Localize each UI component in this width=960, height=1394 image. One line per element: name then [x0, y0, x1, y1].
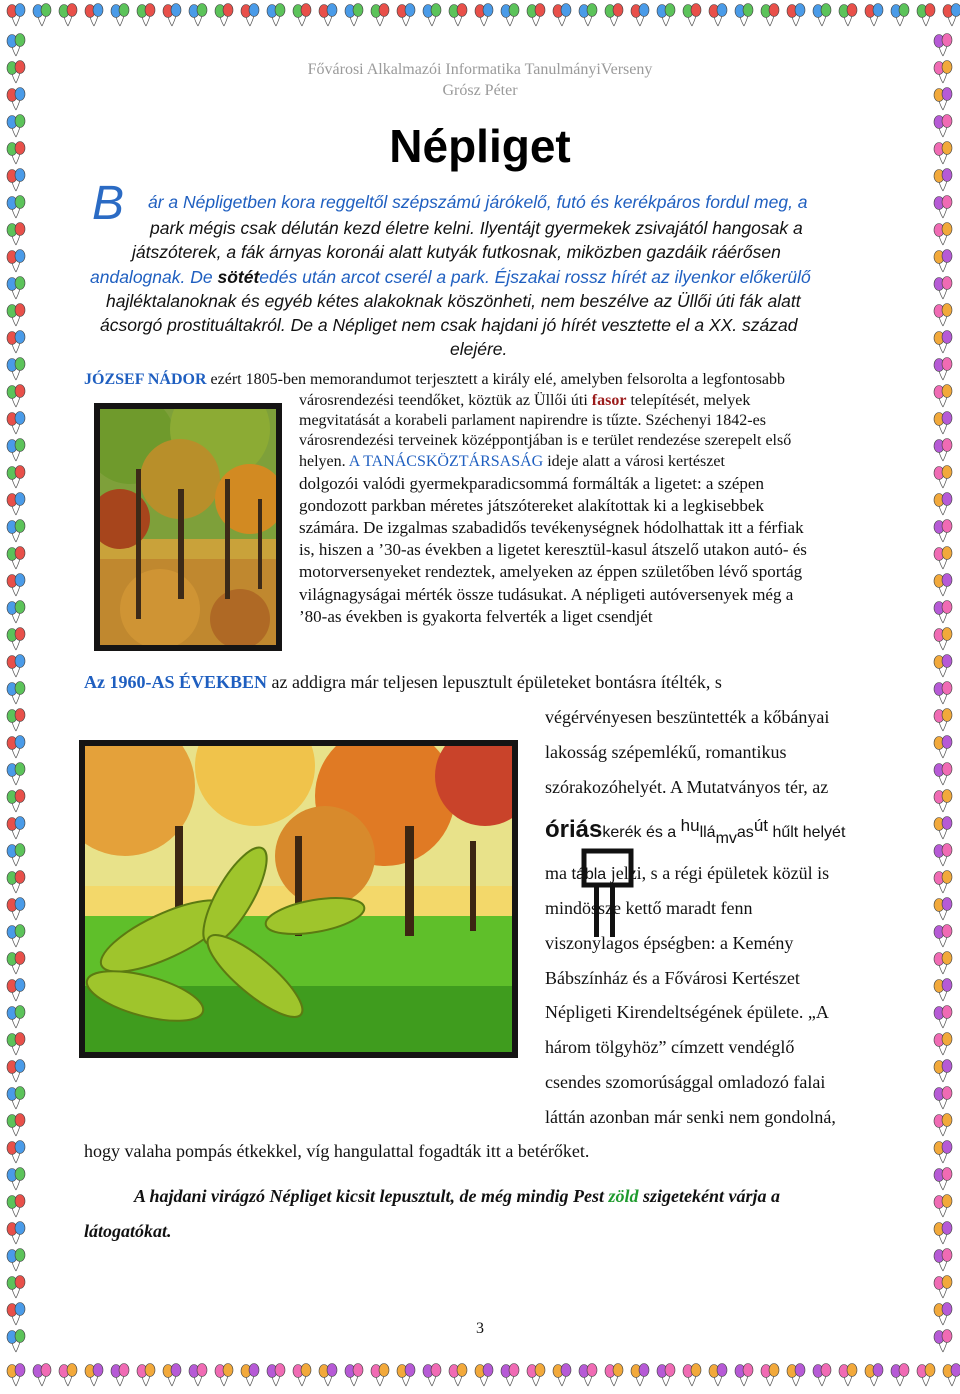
intro-line-1: ár a Népligetben kora reggeltől szépszámú járókelő, futó és kerékpáros fordul meg, a: [148, 192, 808, 212]
header-author: Grósz Péter: [442, 82, 518, 99]
balloon-icon: [579, 4, 597, 27]
balloon-icon: [7, 628, 25, 651]
page-title: Népliget: [389, 120, 571, 172]
balloon-icon: [7, 763, 25, 786]
balloon-border-top: [0, 0, 960, 34]
balloon-icon: [631, 4, 649, 27]
balloon-icon: [553, 4, 571, 27]
balloon-icon: [934, 871, 952, 894]
balloon-icon: [934, 412, 952, 435]
p2-line-10: Népligeti Kirendeltségének épülete. „A: [545, 1002, 829, 1022]
balloon-icon: [934, 574, 952, 597]
balloon-icon: [7, 1276, 25, 1299]
p1-line-9: is, hiszen a ’30-as években a ligetet keresztül-kasul átszelő utakon autó- és: [299, 540, 807, 559]
balloon-icon: [33, 1364, 51, 1387]
balloon-icon: [423, 4, 441, 27]
balloon-icon: [189, 1364, 207, 1387]
closing-line-2: látogatókat.: [84, 1221, 172, 1241]
balloon-icon: [934, 277, 952, 300]
balloon-icon: [189, 4, 207, 27]
balloon-icon: [7, 331, 25, 354]
balloon-icon: [865, 1364, 883, 1387]
balloon-icon: [7, 250, 25, 273]
balloon-icon: [7, 277, 25, 300]
p1-line-3: megvitatását a korabeli parlament napirendre is tűzte. Széchenyi 1842-es: [299, 412, 766, 429]
balloon-icon: [934, 34, 952, 57]
balloon-icon: [241, 4, 259, 27]
balloon-icon: [7, 709, 25, 732]
balloon-icon: [934, 1168, 952, 1191]
balloon-icon: [934, 1033, 952, 1056]
balloon-icon: [7, 358, 25, 381]
p1-line-7: gondozott parkban méretes játszótereket alakítottak ki a legkisebbek: [299, 496, 764, 515]
closing-line-1: A hajdani virágzó Népliget kicsit lepusztult, de még mindig Pest zöld szigeteként várja a: [134, 1186, 781, 1206]
balloon-icon: [7, 871, 25, 894]
balloon-icon: [345, 1364, 363, 1387]
balloon-icon: [7, 385, 25, 408]
p1-line-6: dolgozói valódi gyermekparadicsommá formálták a ligetet: a szépen: [299, 474, 764, 493]
balloon-icon: [761, 4, 779, 27]
balloon-icon: [137, 1364, 155, 1387]
balloon-icon: [553, 1364, 571, 1387]
balloon-border-left: [0, 0, 34, 1394]
balloon-icon: [934, 655, 952, 678]
balloon-icon: [787, 1364, 805, 1387]
balloon-icon: [7, 952, 25, 975]
p1-line-2: városrendezési teendőket, köztük az Üllői úti fasor telepítését, melyek: [299, 392, 751, 409]
balloon-icon: [7, 1168, 25, 1191]
balloon-icon: [934, 223, 952, 246]
balloon-icon: [813, 4, 831, 27]
balloon-icon: [85, 4, 103, 27]
balloon-icon: [7, 1195, 25, 1218]
balloon-icon: [423, 1364, 441, 1387]
balloon-icon: [934, 385, 952, 408]
balloon-icon: [449, 1364, 467, 1387]
balloon-icon: [934, 547, 952, 570]
balloon-icon: [891, 1364, 909, 1387]
balloon-icon: [934, 817, 952, 840]
header-competition: Fővárosi Alkalmazói Informatika TanulmányiVerseny: [307, 61, 653, 78]
p2-line-12: csendes szomorúsággal omladozó falai: [545, 1072, 826, 1092]
balloon-icon: [934, 763, 952, 786]
balloon-icon: [934, 1141, 952, 1164]
balloon-icon: [7, 1006, 25, 1029]
balloon-icon: [7, 844, 25, 867]
balloon-icon: [7, 736, 25, 759]
p1-line-5: helyen. A TANÁCSKÖZTÁRSASÁG ideje alatt a városi kertészet: [299, 453, 725, 470]
intro-line-7: elejére.: [450, 339, 508, 359]
balloon-icon: [527, 1364, 545, 1387]
p2-line-6: ma tábla jelzi, s a régi épületek közül is: [545, 863, 830, 883]
p1-line-8: számára. De izgalmas szabadidős tevékenységnek hódolhattak itt a férfiak: [299, 518, 804, 537]
balloon-icon: [934, 358, 952, 381]
balloon-icon: [267, 1364, 285, 1387]
balloon-icon: [605, 1364, 623, 1387]
balloon-icon: [934, 493, 952, 516]
balloon-icon: [7, 1087, 25, 1110]
p1-line-11: világnagyságai mérték össze tudásukat. A népligeti autóversenyek még a: [299, 585, 794, 604]
balloon-icon: [683, 1364, 701, 1387]
balloon-icon: [7, 223, 25, 246]
balloon-icon: [934, 439, 952, 462]
balloon-icon: [215, 4, 233, 27]
p2-line-13: láttán azonban már senki nem gondolná,: [545, 1107, 836, 1127]
balloon-icon: [934, 682, 952, 705]
balloon-icon: [111, 1364, 129, 1387]
balloon-icon: [137, 4, 155, 27]
p2-line-11: három tölgyhöz” címzett vendéglő: [545, 1037, 795, 1057]
balloon-border-right: [926, 0, 960, 1394]
balloon-icon: [787, 4, 805, 27]
balloon-icon: [397, 1364, 415, 1387]
balloon-icon: [735, 4, 753, 27]
p2-line-3: lakosság szépemlékű, romantikus: [545, 742, 787, 762]
balloon-icon: [501, 1364, 519, 1387]
balloon-icon: [7, 979, 25, 1002]
balloon-icon: [293, 1364, 311, 1387]
balloon-icon: [7, 817, 25, 840]
balloon-icon: [934, 466, 952, 489]
leaves-and-park-photo: [79, 740, 518, 1058]
autumn-trees-photo: [94, 403, 282, 651]
balloon-icon: [319, 4, 337, 27]
balloon-icon: [7, 1249, 25, 1272]
balloon-icon: [813, 1364, 831, 1387]
balloon-icon: [934, 925, 952, 948]
balloon-icon: [839, 4, 857, 27]
balloon-icon: [7, 304, 25, 327]
balloon-icon: [709, 4, 727, 27]
page-number: 3: [476, 1320, 484, 1337]
balloon-icon: [475, 1364, 493, 1387]
balloon-icon: [7, 34, 25, 57]
balloon-icon: [934, 979, 952, 1002]
balloon-icon: [934, 952, 952, 975]
p2-line-14: hogy valaha pompás étkekkel, víg hangulattal fogadták itt a betérőket.: [84, 1141, 590, 1161]
intro-line-2: park mégis csak délután kezd életre kelni. Ilyentájt gyermekek zsivajától hangosak a: [150, 218, 803, 238]
balloon-icon: [839, 1364, 857, 1387]
balloon-icon: [761, 1364, 779, 1387]
p2-line-9: Bábszínház és a Fővárosi Kertészet: [545, 968, 800, 988]
balloon-icon: [397, 4, 415, 27]
balloon-icon: [215, 1364, 233, 1387]
balloon-icon: [934, 196, 952, 219]
balloon-icon: [934, 1276, 952, 1299]
p2-line-8: viszonylagos épségben: a Kemény: [545, 933, 794, 953]
balloon-icon: [934, 790, 952, 813]
balloon-icon: [59, 1364, 77, 1387]
p1-line-12: ’80-as években is gyakorta felverték a liget csendjét: [299, 607, 653, 626]
balloon-icon: [735, 1364, 753, 1387]
balloon-icon: [865, 4, 883, 27]
p2-line-5: óriáskerék és a hullámvasút hűlt helyét: [545, 816, 846, 847]
balloon-icon: [7, 547, 25, 570]
balloon-icon: [33, 4, 51, 27]
balloon-icon: [579, 1364, 597, 1387]
balloon-icon: [345, 4, 363, 27]
balloon-icon: [7, 196, 25, 219]
p1-line-10: motorversenyeket rendeztek, amelyeken az éppen születőben lévő sportág: [299, 562, 803, 581]
balloon-icon: [934, 601, 952, 624]
balloon-icon: [683, 4, 701, 27]
balloon-icon: [59, 4, 77, 27]
p2-line-4: szórakozóhelyét. A Mutatványos tér, az: [545, 777, 829, 797]
balloon-icon: [934, 844, 952, 867]
balloon-icon: [709, 1364, 727, 1387]
balloon-icon: [934, 250, 952, 273]
balloon-icon: [7, 439, 25, 462]
balloon-icon: [7, 1114, 25, 1137]
balloon-icon: [371, 1364, 389, 1387]
balloon-border-bottom: [0, 1360, 960, 1394]
balloon-icon: [449, 4, 467, 27]
balloon-icon: [7, 466, 25, 489]
balloon-icon: [7, 925, 25, 948]
balloon-icon: [241, 1364, 259, 1387]
balloon-icon: [163, 1364, 181, 1387]
balloon-icon: [267, 4, 285, 27]
balloon-icon: [7, 1033, 25, 1056]
balloon-icon: [934, 628, 952, 651]
intro-line-6: ácsorgó prostituáltakról. De a Népliget nem csak hajdani jó hírét vesztette el a XX. század: [100, 315, 798, 335]
balloon-icon: [934, 304, 952, 327]
balloon-icon: [7, 412, 25, 435]
balloon-icon: [293, 4, 311, 27]
balloon-icon: [85, 1364, 103, 1387]
drop-cap: B: [92, 177, 125, 230]
p2-line-7: mindössze kettő maradt fenn: [545, 898, 753, 918]
balloon-icon: [475, 4, 493, 27]
balloon-icon: [7, 790, 25, 813]
balloon-icon: [934, 1222, 952, 1245]
balloon-icon: [891, 4, 909, 27]
balloon-icon: [7, 574, 25, 597]
balloon-icon: [934, 1087, 952, 1110]
balloon-icon: [934, 331, 952, 354]
balloon-icon: [7, 898, 25, 921]
balloon-icon: [7, 655, 25, 678]
balloon-icon: [371, 4, 389, 27]
intro-line-4: andalognak. De sötétedés után arcot cserél a park. Éjszakai rossz hírét az ilyenkor előkerülő: [90, 267, 811, 287]
balloon-icon: [934, 1195, 952, 1218]
balloon-icon: [7, 520, 25, 543]
p2-line-1: Az 1960-AS ÉVEKBEN az addigra már teljesen lepusztult épületeket bontásra ítélték, s: [84, 672, 722, 692]
leaves-park-illustration: [85, 746, 512, 1052]
balloon-icon: [319, 1364, 337, 1387]
balloon-icon: [7, 493, 25, 516]
balloon-icon: [934, 709, 952, 732]
intro-line-5: hajléktalanoknak és egyéb kétes alakoknak köszönheti, nem beszélve az Üllői úti fák alatt: [106, 291, 801, 311]
balloon-icon: [7, 682, 25, 705]
balloon-icon: [934, 898, 952, 921]
balloon-icon: [605, 4, 623, 27]
p2-line-2: végérvényesen beszüntették a kőbányai: [545, 707, 830, 727]
balloon-icon: [934, 520, 952, 543]
balloon-icon: [111, 4, 129, 27]
balloon-icon: [934, 736, 952, 759]
balloon-icon: [657, 1364, 675, 1387]
balloon-icon: [163, 4, 181, 27]
balloon-icon: [7, 1060, 25, 1083]
balloon-icon: [934, 1249, 952, 1272]
balloon-icon: [7, 601, 25, 624]
balloon-icon: [631, 1364, 649, 1387]
p1-line-4: városrendezési terveinek középpontjában is e terület rendezése szerepelt első: [299, 432, 792, 449]
autumn-trees-illustration: [100, 409, 276, 645]
balloon-icon: [501, 4, 519, 27]
balloon-icon: [934, 1114, 952, 1137]
balloon-icon: [934, 1060, 952, 1083]
balloon-icon: [657, 4, 675, 27]
intro-line-3: játszóterek, a fák árnyas koronái alatt kutyák futkosnak, miközben gazdáik ráérősen: [132, 242, 781, 262]
balloon-icon: [527, 4, 545, 27]
p1-line-1: JÓZSEF NÁDOR ezért 1805-ben memorandumot terjesztett a király elé, amelyben felsorolta a legfontosabb: [84, 371, 785, 388]
balloon-icon: [7, 1141, 25, 1164]
balloon-icon: [7, 1222, 25, 1245]
balloon-icon: [934, 1006, 952, 1029]
